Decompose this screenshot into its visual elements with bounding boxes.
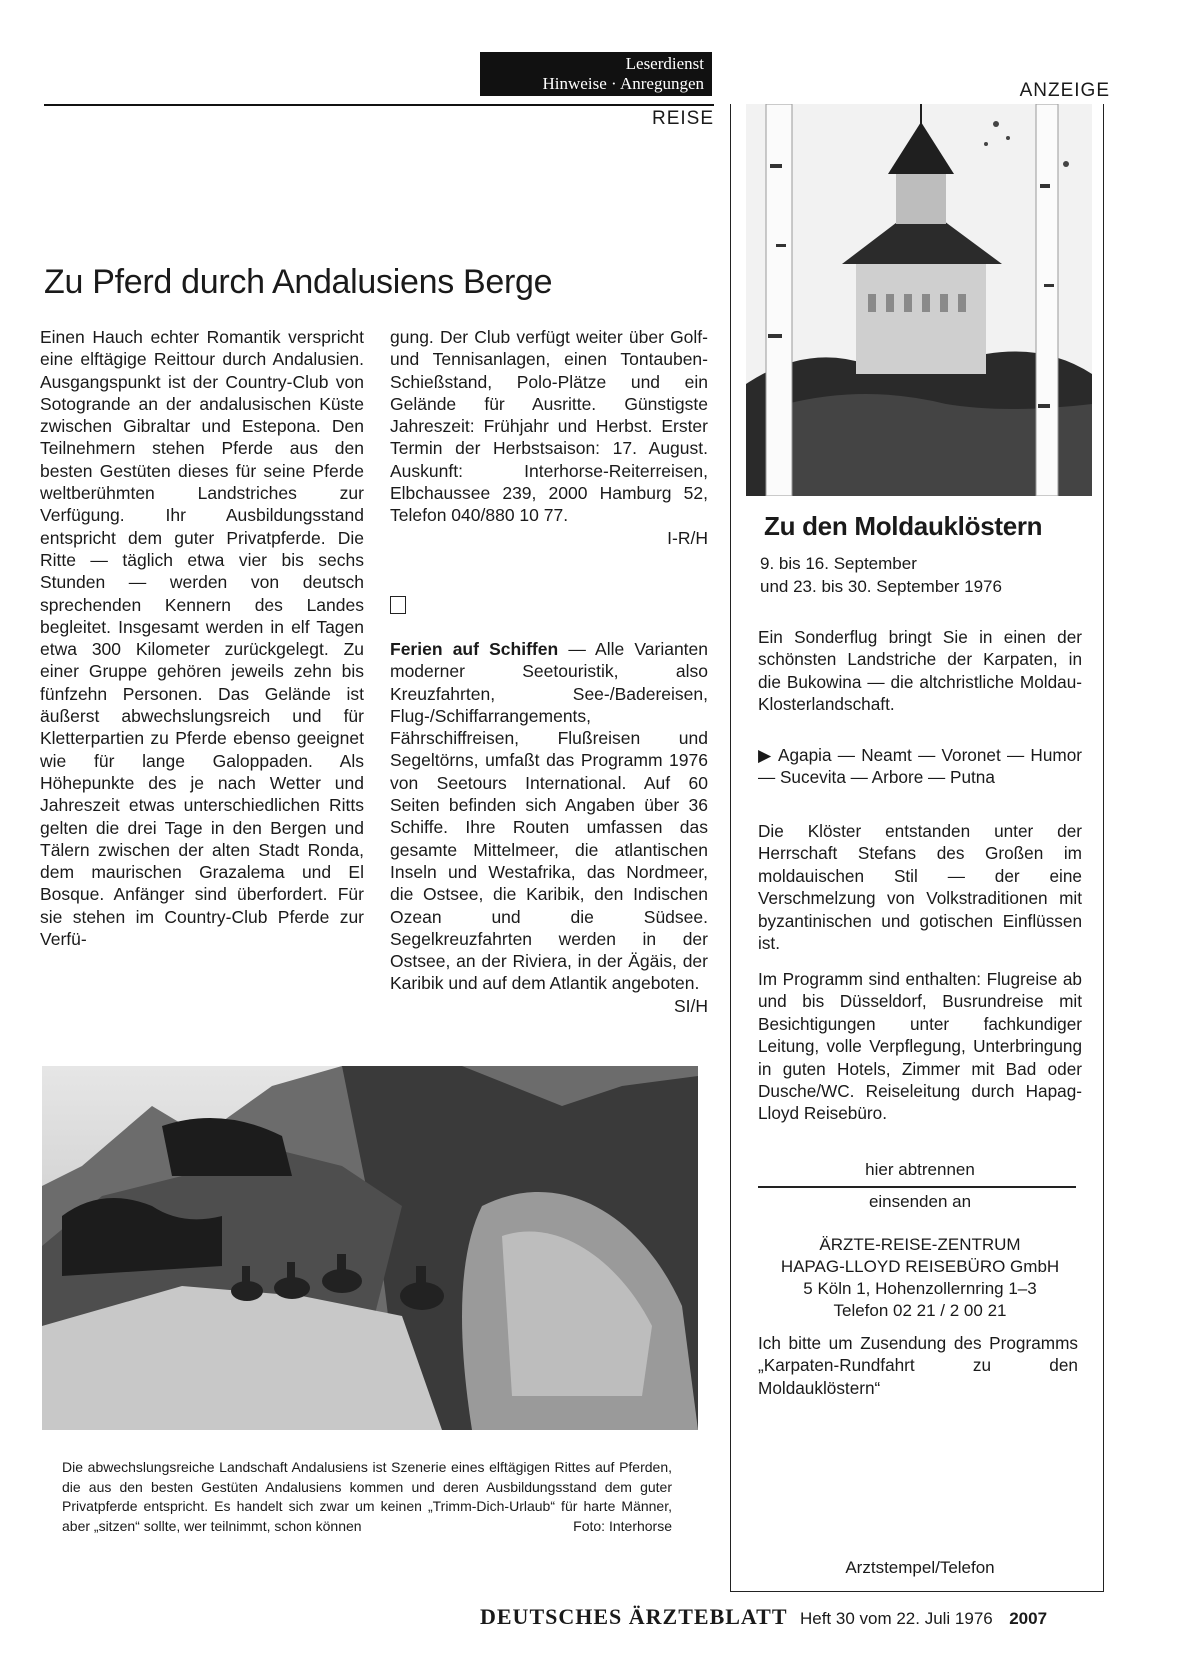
photo-caption <box>62 1458 672 1536</box>
cut-line <box>758 1186 1076 1188</box>
ad-title: Zu den Moldauklöstern <box>764 511 1043 541</box>
cut-here-label: hier abtrennen <box>865 1160 975 1179</box>
article-body-1: Einen Hauch echter Romantik verspricht eine elftägige Reittour durch Andalusien. Ausgangspunkt ist der Country-Club von Sotogrande an der andalusischen Küste zwischen Gibraltar und Estepona. Den Teilnehmern stehen Pferde aus den besten Gestüten dieses für seine Pferde weltberühmten Landstriches zur Verfügung. Ihr Ausbildungsstand entspricht dem guter Privatpferde. Die Ritte — täglich etwa vier bis sechs Stunden — werden von deutsch sprechenden Kennern des Landes begleitet. Insgesamt werden in elf Tagen etwa 300 Kilometer zurückgelegt. Zu einer Gruppe gehören jeweils zehn bis fünfzehn Personen. Das Gelände ist äußerst abwechslungsreich und für Kletterpartien zu Pferde ebenso geeignet wie für lange Galoppaden. Als Höhepunkte des je nach Wetter und Jahreszeit etwas unterschiedlichen Ritts gelten die drei Tage in den Bergen und Tälern zwischen der alten Stadt Ronda, dem maurischen Grazalema und El Bosque. Anfänger sind überfordert. Für sie stehen im Country-Club Pferde zur Verfü- <box>40 327 364 950</box>
stamp-field-label: Arztstempel/Telefon <box>845 1558 995 1577</box>
article-headline: Zu Pferd durch Andalusiens Berge <box>44 263 553 301</box>
tag-line-1: Leserdienst <box>625 54 704 73</box>
riders-photo <box>42 1066 698 1430</box>
address-line: Telefon 02 21 / 2 00 21 <box>833 1301 1007 1320</box>
tag-line-2: Hinweise · Anregungen <box>542 74 704 93</box>
ad-places <box>758 744 1082 789</box>
ad-history: Die Klöster entstanden unter der Herrschaft Stefans des Großen im moldauischen Stil — der eine Verschmelzung von Volkstraditionen mit byzantinischen und gotischen Einflüssen ist. <box>758 821 1082 954</box>
ad-dates-line-1: 9. bis 16. September <box>760 554 917 573</box>
address-line: ÄRZTE-REISE-ZENTRUM <box>819 1235 1021 1254</box>
ad-address <box>758 1234 1082 1322</box>
reader-service-tag <box>480 52 712 96</box>
address-line: 5 Köln 1, Hohenzollernring 1–3 <box>803 1279 1037 1298</box>
ad-intro: Ein Sonderflug bringt Sie in einen der schönsten Landstriche der Karpaten, in die Bukowina — die altchristliche Moldau-Klosterlandschaft. <box>758 627 1082 715</box>
ad-dates-line-2: und 23. bis 30. September 1976 <box>760 577 1002 596</box>
issue-info: Heft 30 vom 22. Juli 1976 <box>799 1609 993 1628</box>
cruise-heading: Ferien auf Schiffen <box>390 639 559 659</box>
article-column-2 <box>390 326 708 549</box>
separator-box-icon <box>390 596 406 614</box>
ad-label: ANZEIGE <box>1019 80 1110 101</box>
ad-dates <box>760 552 1002 598</box>
cruise-body: — Alle Varianten moderner Seetouristik, also Kreuzfahrten, See-/Badereisen, Flug-/Schiffarrangements, Fährschiffreisen, Flußreisen und Segeltörns, umfaßt das Programm 1976 von Seetours International. Auf 60 Seiten befinden sich Angaben über 36 Schiffe. Ihre Routen umfassen das gesamte Mittelmeer, die atlantischen Inseln und Westafrika, das Nordmeer, die Ostsee, die Karibik, den Indischen Ozean und die Südsee. Segelkreuzfahrten werden in der Ostsee, an der Riviera, in der Ägäis, der Karibik und auf dem Atlantik angeboten. <box>390 639 709 994</box>
monastery-photo <box>746 104 1092 496</box>
ad-places-text: Agapia — Neamt — Voronet — Humor — Sucevita — Arbore — Putna <box>758 745 1082 788</box>
send-to-label: einsenden an <box>868 1192 972 1211</box>
page-footer <box>480 1604 1047 1630</box>
arrow-right-icon: ▶ <box>758 745 778 765</box>
caption-text: Die abwechslungsreiche Landschaft Andalusiens ist Szenerie eines elftägigen Rittes auf Pferden, die aus den besten Gestüten Andalusiens kommen und deren Ausbildungsstand dem guter Privatpferde entspricht. Es handelt sich zwar um keinen „Trimm-Dich-Urlaub“ für harte Männer, aber „sitzen“ sollte, wer teilnimmt, schon können <box>62 1459 672 1534</box>
address-line: HAPAG-LLOYD REISEBÜRO GmbH <box>780 1257 1060 1276</box>
article-column-1 <box>40 326 364 950</box>
section-label: REISE <box>651 108 714 129</box>
caption-credit: Foto: Interhorse <box>573 1517 672 1534</box>
cruise-credit: SI/H <box>673 995 708 1016</box>
header-rule <box>44 104 714 106</box>
page-number: 2007 <box>1009 1609 1048 1628</box>
article-body-2: gung. Der Club verfügt weiter über Golf- und Tennisanlagen, einen Tontauben-Schießstand, Polo-Plätze und ein Gelände für Ausritte. Günstigste Jahreszeit: Frühjahr und Herbst. Erster Termin der Herbstsaison: 17. August. Auskunft: Interhorse-Reiterreisen, Elbchaussee 239, 2000 Hamburg 52, Telefon 040/880 10 77. <box>390 327 708 526</box>
publication-name: DEUTSCHES ÄRZTEBLATT <box>480 1604 788 1629</box>
cruise-notice <box>390 638 708 1017</box>
ad-request: Ich bitte um Zusendung des Programms „Karpaten-Rundfahrt zu den Moldauklöstern“ <box>758 1333 1078 1398</box>
ad-program: Im Programm sind enthalten: Flugreise ab und bis Düsseldorf, Busrundreise mit Besichtigungen unter fachkundiger Leitung, volle Verpflegung, Unterbringung in guten Hotels, Zimmer mit Bad oder Dusche/WC. Reiseleitung durch Hapag-Lloyd Reisebüro. <box>758 969 1082 1124</box>
article-credit: I-R/H <box>667 527 708 548</box>
